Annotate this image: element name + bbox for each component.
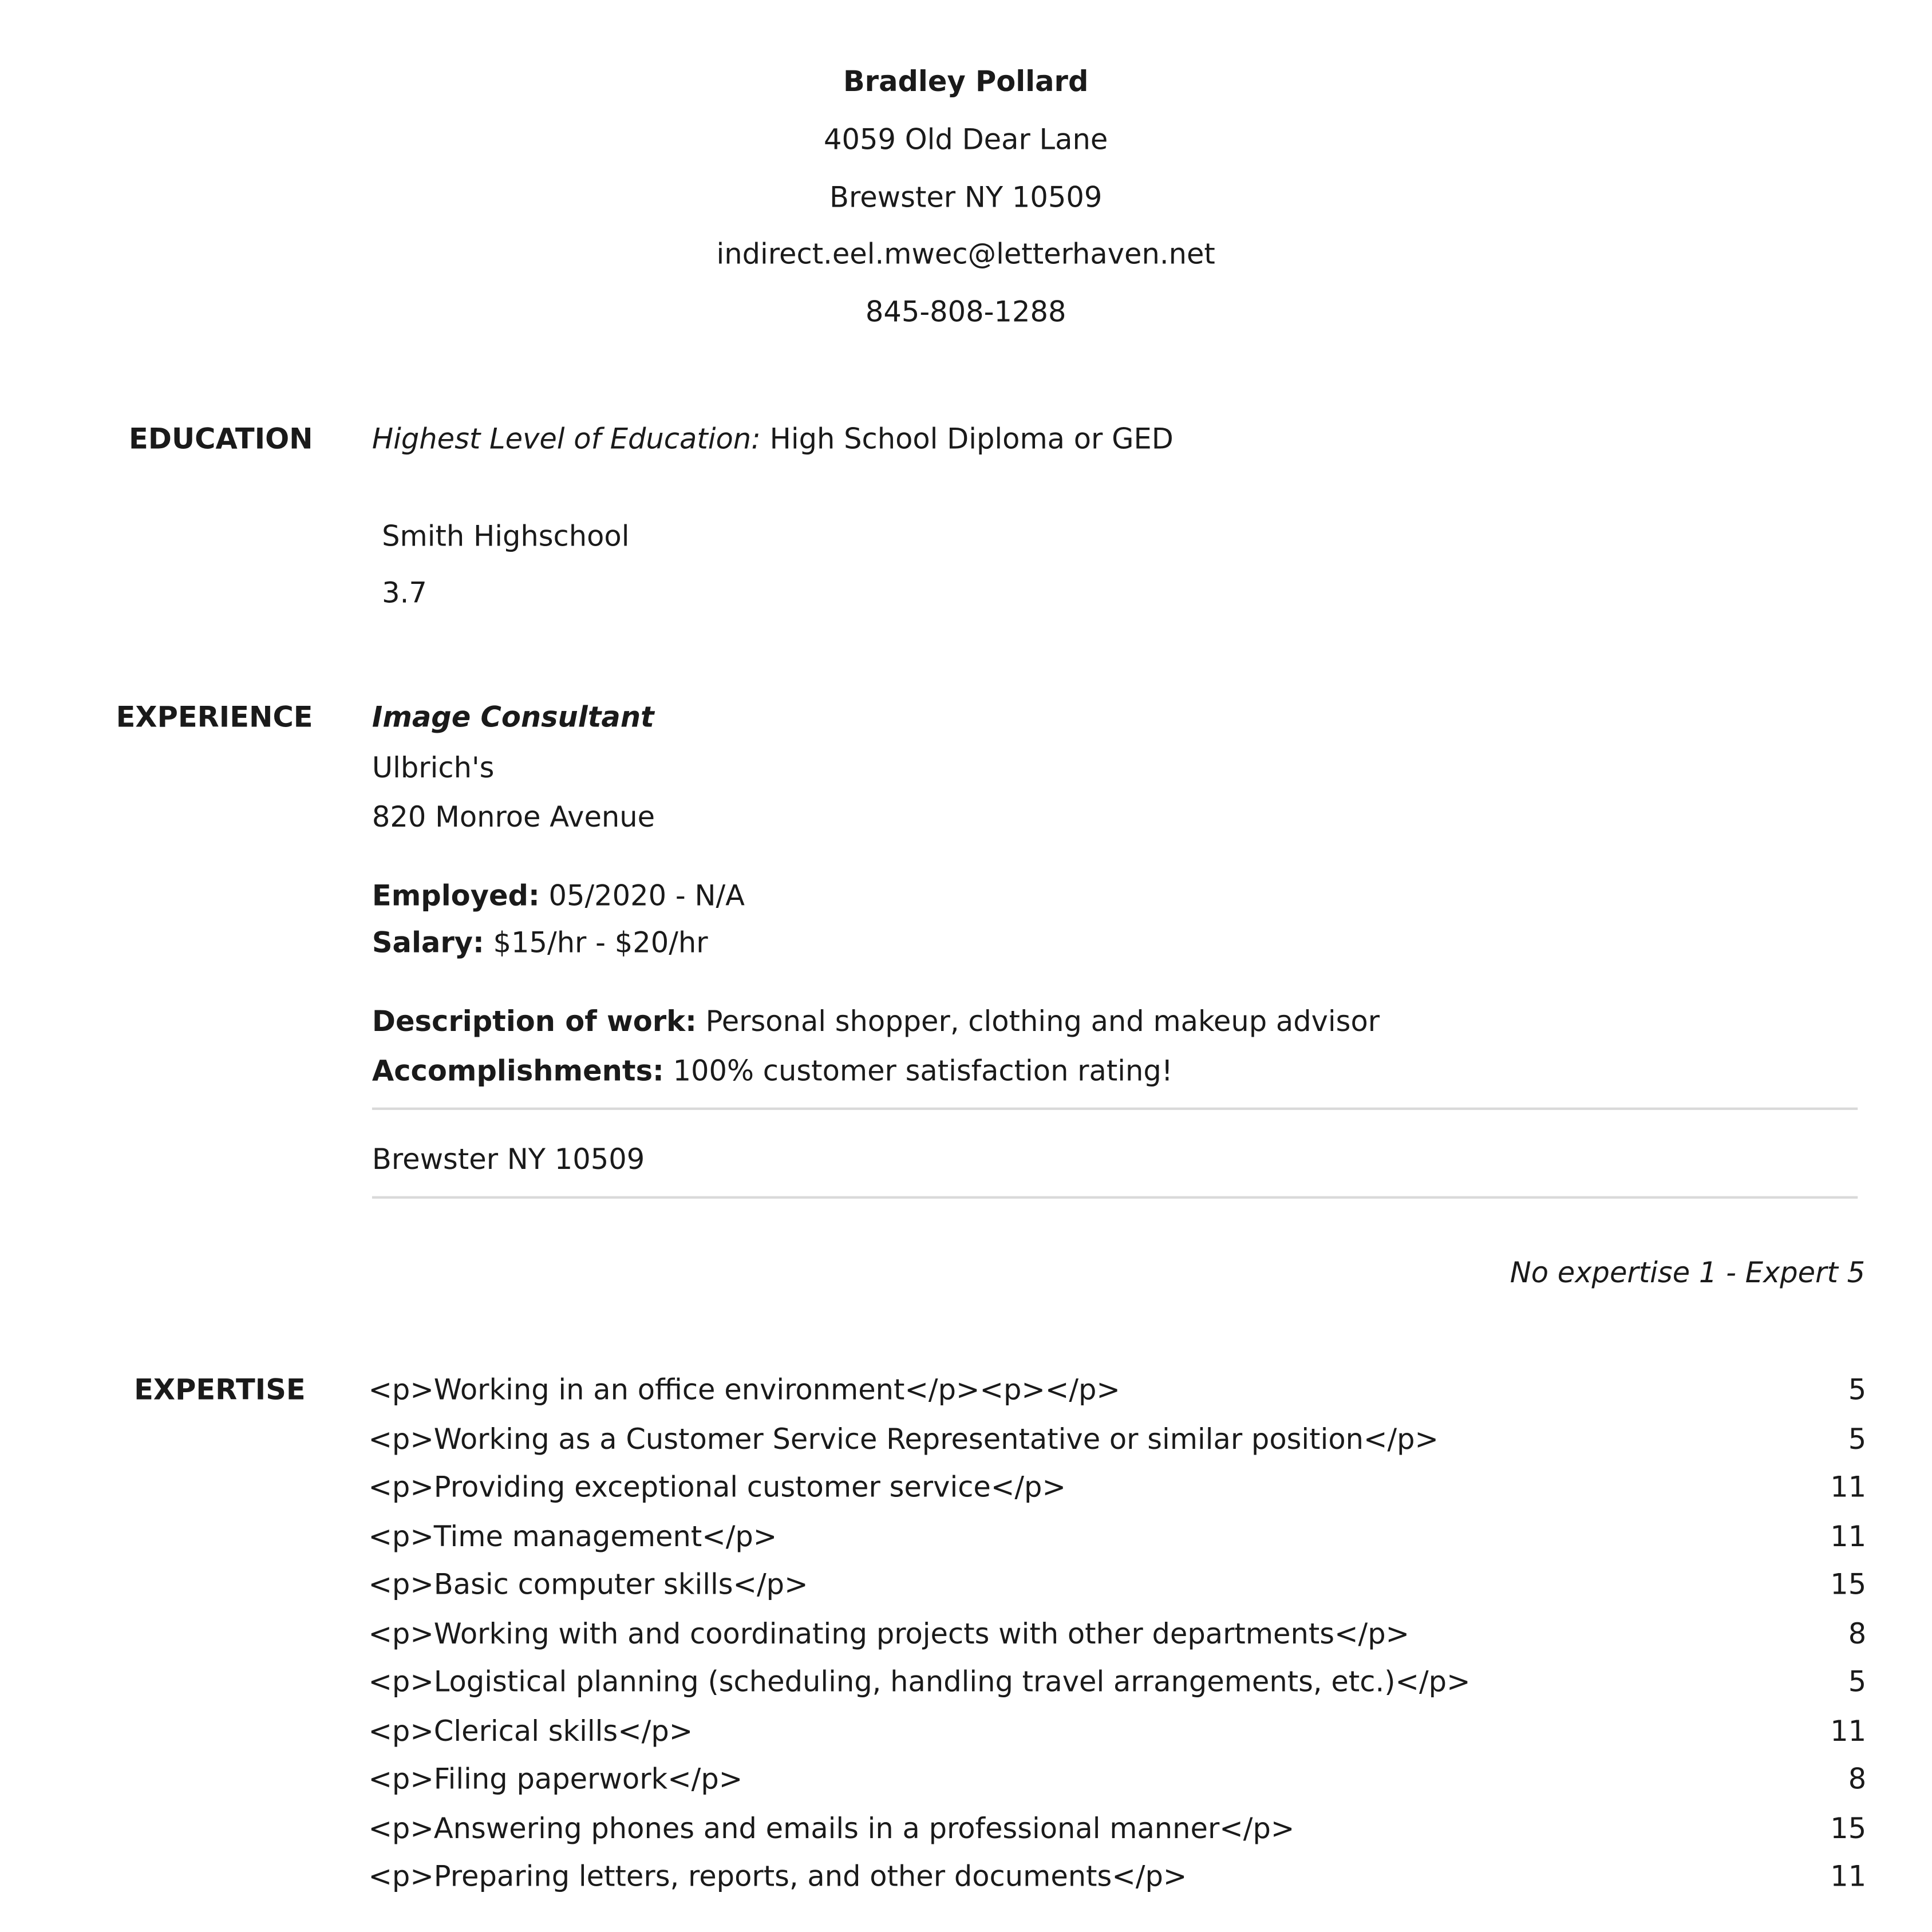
employed-label: Employed: [372,880,540,913]
address-line-1: 4059 Old Dear Lane [824,124,1108,157]
work-description [372,1006,1380,1040]
skill-score: 8 [1848,1618,1867,1650]
skill-label: <p>Basic computer skills</p> [368,1569,808,1602]
description-value: Personal shopper, clothing and makeup advisor [705,1006,1380,1039]
skill-label: <p>Working in an office environment</p><p></p> [368,1374,1120,1407]
candidate-name: Bradley Pollard [843,66,1089,99]
email-address: indirect.eel.mwec@letterhaven.net [716,239,1215,271]
education-level-value: High School Diploma or GED [769,424,1174,456]
skill-score: 8 [1848,1764,1867,1796]
expertise-section-label: EXPERTISE [134,1374,306,1407]
skill-row [368,1375,1866,1424]
education-level [372,424,1174,457]
skill-row [368,1764,1866,1813]
skill-label: <p>Providing exceptional customer service</p> [368,1472,1066,1504]
divider-bottom [372,1196,1858,1199]
skill-row [368,1424,1866,1472]
skill-score: 11 [1830,1520,1867,1553]
salary-value: $15/hr - $20/hr [493,927,708,960]
job-location: Brewster NY 10509 [372,1144,645,1177]
skill-label: <p>Clerical skills</p> [368,1715,693,1748]
skill-score: 11 [1830,1472,1867,1504]
skill-row [368,1618,1866,1667]
phone-number: 845-808-1288 [865,297,1066,329]
skill-score: 5 [1848,1423,1867,1456]
skill-label: <p>Time management</p> [368,1520,777,1553]
salary-label: Salary: [372,927,484,960]
skill-score: 15 [1830,1812,1867,1845]
skill-score: 5 [1848,1666,1867,1699]
skill-row [368,1862,1866,1910]
skills-list [368,1375,1866,1910]
school-name: Smith Highschool [382,521,630,554]
employed-value: 05/2020 - N/A [548,880,745,913]
description-label: Description of work: [372,1006,697,1039]
gpa-value: 3.7 [382,578,427,610]
accomplishments-label: Accomplishments: [372,1056,664,1088]
skill-score: 5 [1848,1374,1867,1407]
skill-score: 11 [1830,1715,1867,1748]
skill-label: <p>Working with and coordinating projects with other departments</p> [368,1618,1410,1650]
skill-row [368,1813,1866,1862]
experience-section-label: EXPERIENCE [116,702,313,734]
address-line-2: Brewster NY 10509 [829,182,1103,215]
skill-score: 15 [1830,1569,1867,1602]
education-section-label: EDUCATION [129,424,313,456]
job-title: Image Consultant [372,702,654,734]
education-level-label: Highest Level of Education: [372,424,761,456]
divider-top [372,1108,1858,1110]
employment-dates [372,881,745,915]
skill-row [368,1521,1866,1570]
accomplishments [372,1056,1173,1089]
skill-label: <p>Preparing letters, reports, and other documents</p> [368,1861,1187,1894]
skill-row [368,1472,1866,1521]
skill-row [368,1667,1866,1716]
skill-label: <p>Working as a Customer Service Representative or similar position</p> [368,1423,1439,1456]
employer-name: Ulbrich's [372,752,495,785]
skill-label: <p>Answering phones and emails in a professional manner</p> [368,1812,1295,1845]
skill-label: <p>Logistical planning (scheduling, handling travel arrangements, etc.)</p> [368,1666,1471,1699]
skill-score: 11 [1830,1861,1867,1894]
employer-address: 820 Monroe Avenue [372,801,655,834]
accomplishments-value: 100% customer satisfaction rating! [673,1056,1173,1088]
skill-row [368,1570,1866,1618]
skill-label: <p>Filing paperwork</p> [368,1764,743,1796]
salary [372,927,708,961]
rating-scale-legend: No expertise 1 - Expert 5 [1510,1258,1866,1290]
skill-row [368,1716,1866,1764]
